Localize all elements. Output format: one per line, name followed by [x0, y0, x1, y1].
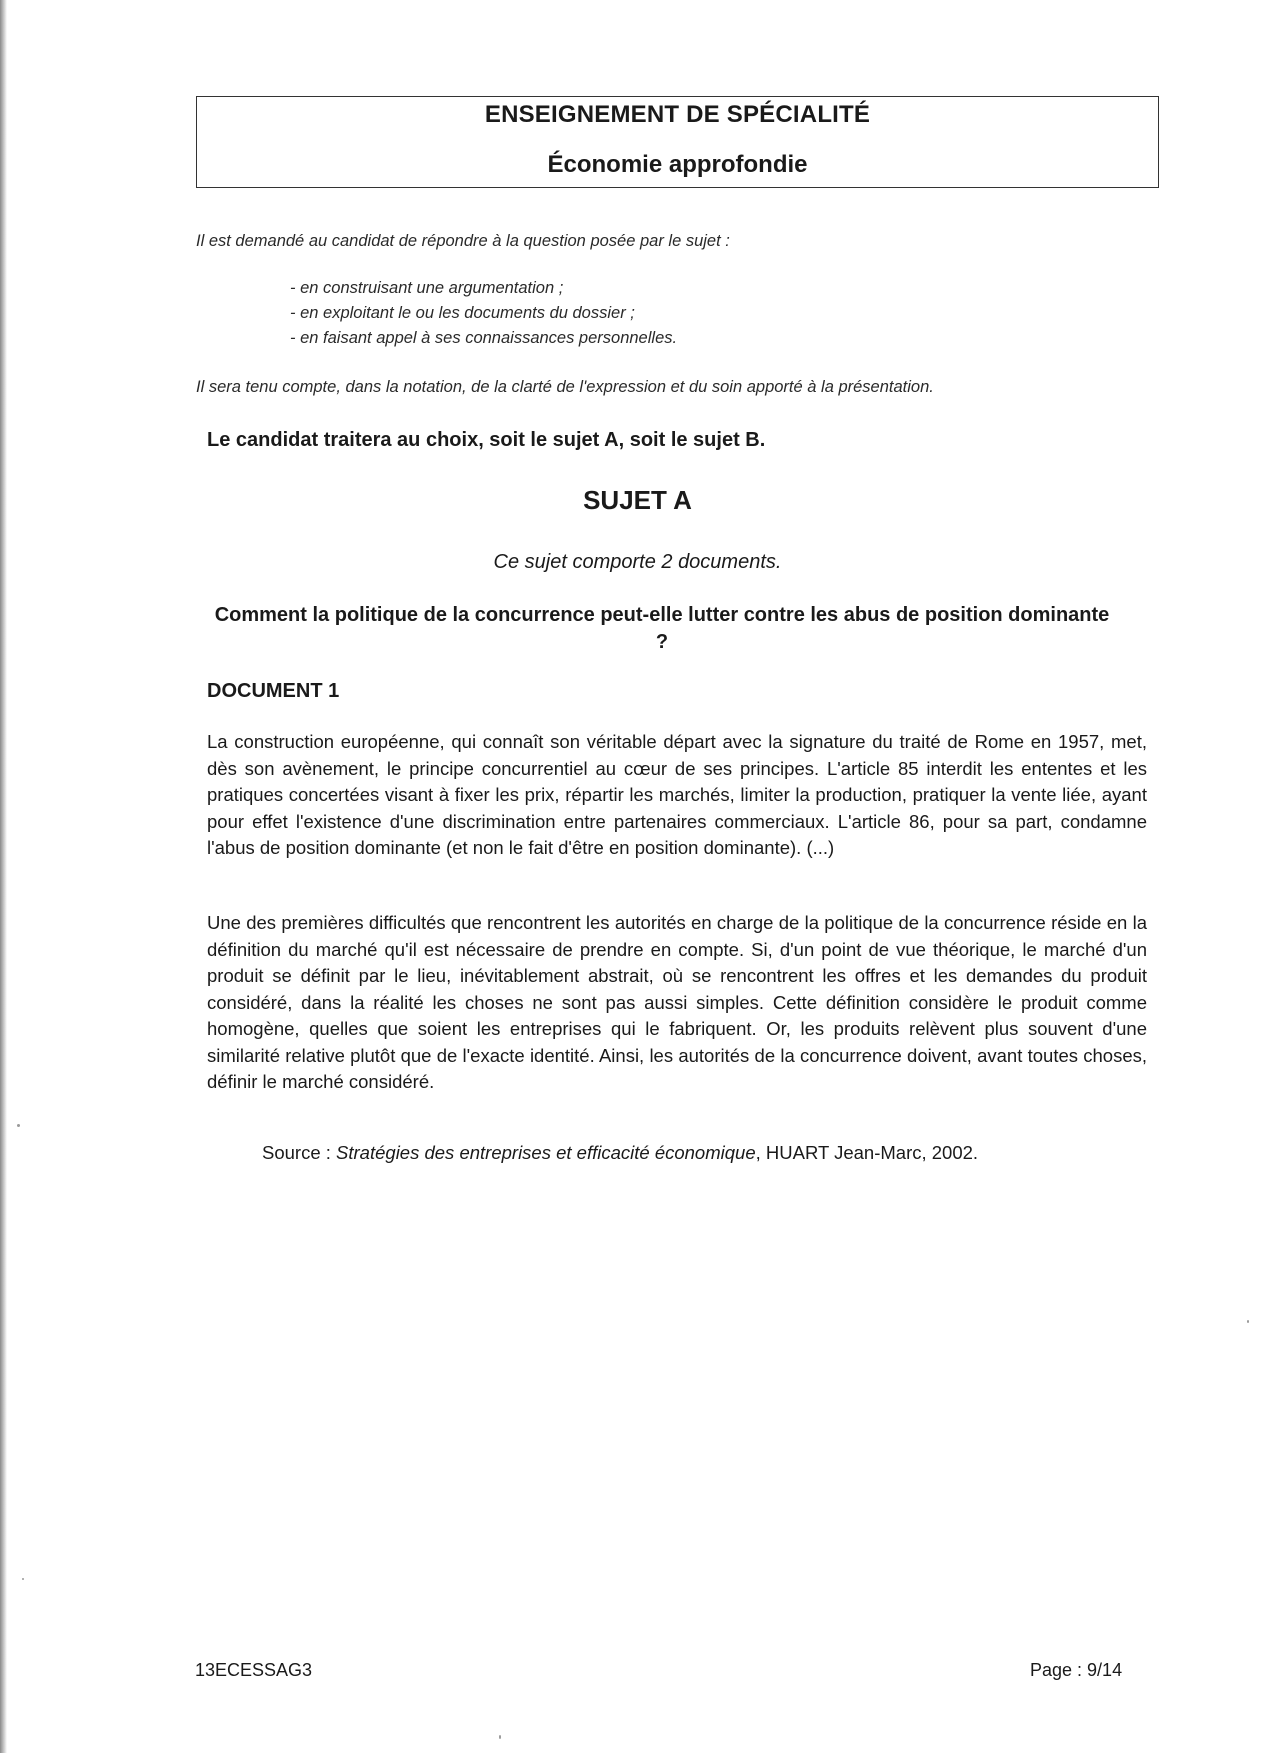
source-title: Stratégies des entreprises et efficacité économique [336, 1142, 756, 1163]
sujet-title: SUJET A [583, 485, 692, 515]
scan-speck [17, 1124, 20, 1127]
document-source [262, 1142, 978, 1164]
document-paragraph: Une des premières difficultés que rencontrent les autorités en charge de la politique de la concurrence réside en la définition du marché qu'il est nécessaire de prendre en compte. Si, d'un point de vue théorique, le marché d'un produit se définit par le lieu, inévitablement abstrait, où se rencontrent les offres et les demandes du produit considéré, dans la réalité les choses ne sont pas aussi simples. Cette définition considère le produit comme homogène, quelles que soient les entreprises qui le fabriquent. Or, les produits relèvent plus souvent d'une similarité relative plutôt que de l'exacte identité. Ainsi, les autorités de la concurrence doivent, avant toutes choses, définir le marché considéré. [207, 912, 1147, 1092]
scan-speck [499, 1735, 501, 1739]
header-title: ENSEIGNEMENT DE SPÉCIALITÉ [484, 101, 871, 128]
scan-left-edge [0, 0, 7, 1753]
header-subtitle: Économie approfondie [547, 151, 808, 178]
header-box [196, 96, 1159, 188]
instruction-item: - en faisant appel à ses connaissances personnelles. [290, 329, 678, 347]
instructions-intro: Il est demandé au candidat de répondre à la question posée par le sujet : [196, 232, 730, 250]
sujet-note: Ce sujet comporte 2 documents. [493, 551, 782, 573]
choice-statement: Le candidat traitera au choix, soit le sujet A, soit le sujet B. [207, 429, 766, 451]
source-suffix: , HUART Jean-Marc, 2002. [755, 1142, 979, 1163]
instruction-item: - en construisant une argumentation ; [290, 279, 564, 297]
sujet-question: Comment la politique de la concurrence peut-elle lutter contre les abus de position dominante ? [214, 604, 1110, 653]
source-prefix: Source : [262, 1142, 337, 1163]
instruction-item: - en exploitant le ou les documents du dossier ; [290, 304, 635, 322]
instructions-note: Il sera tenu compte, dans la notation, de la clarté de l'expression et du soin apporté à la présentation. [196, 378, 934, 396]
scan-speck [1247, 1320, 1249, 1323]
footer-page-number: Page : 9/14 [1030, 1660, 1123, 1680]
document-label: DOCUMENT 1 [207, 680, 340, 702]
scan-speck [22, 1578, 24, 1580]
document-paragraph: La construction européenne, qui connaît son véritable départ avec la signature du traité de Rome en 1957, met, dès son avènement, le principe concurrentiel au cœur de ses principes. L'article 85 interdit les ententes et les pratiques concertées visant à fixer les prix, répartir les marchés, limiter la production, pratiquer la vente liée, ayant pour effet l'existence d'une discrimination entre partenaires commerciaux. L'article 86, pour sa part, condamne l'abus de position dominante (et non le fait d'être en position dominante). (...) [207, 731, 1147, 858]
footer-code: 13ECESSAG3 [195, 1660, 313, 1680]
